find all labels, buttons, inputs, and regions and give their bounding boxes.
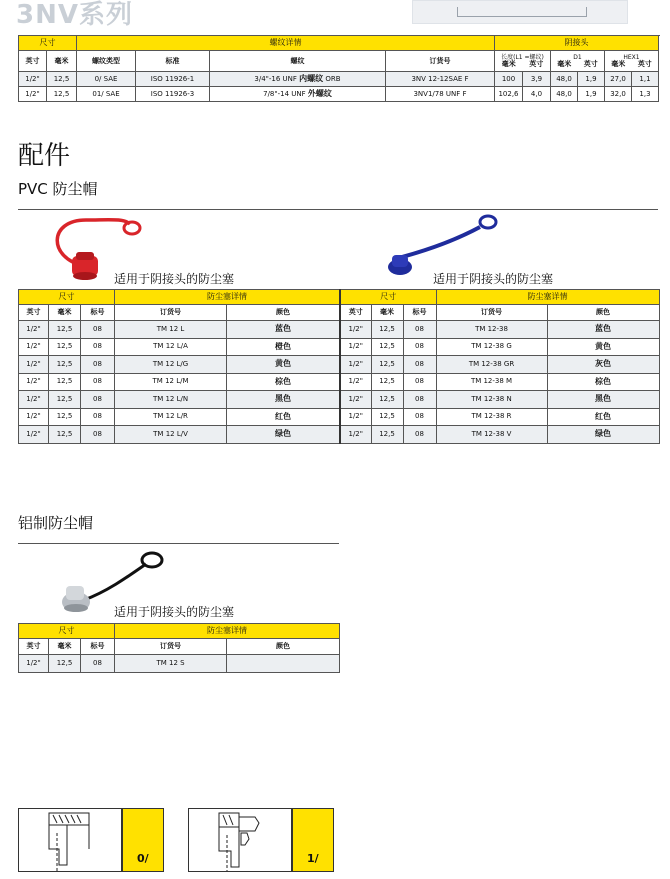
table-row	[340, 321, 659, 339]
cell-mark: 08	[81, 321, 115, 339]
th-mm: 毫米	[47, 51, 77, 72]
cell-color: 黑色	[547, 391, 659, 409]
th-length-label: 长度(L1 =螺纹)	[501, 53, 544, 61]
cell-inch: 1/2"	[19, 655, 49, 673]
table-row	[19, 321, 340, 339]
th-d1-mm: 毫米	[557, 59, 572, 68]
th-length-in: 英寸	[529, 59, 544, 68]
cell-color: 棕色	[547, 373, 659, 391]
col-group-cap: 防尘塞详情	[115, 624, 340, 639]
cell-mm: 12,5	[47, 72, 77, 87]
footer-label-b: 1/	[307, 852, 319, 865]
series-title: 3NV系列	[16, 0, 133, 30]
cell-mm: 12,5	[371, 426, 403, 444]
table-row	[19, 655, 340, 673]
cell-order: TM 12 L/A	[115, 338, 227, 356]
col-group-cap: 防尘塞详情	[436, 290, 659, 305]
col-group-size: 尺寸	[19, 36, 77, 51]
table-row	[340, 373, 659, 391]
cell-mm: 12,5	[49, 373, 81, 391]
th-mark: 标号	[81, 305, 115, 321]
table-row	[19, 373, 340, 391]
th-mark: 标号	[403, 305, 436, 321]
cell-color: 红色	[547, 408, 659, 426]
cell-order: 3NV1/78 UNF F	[386, 87, 495, 102]
th-thread: 螺纹	[210, 51, 386, 72]
cell-length-mm: 100	[495, 72, 523, 87]
cell-order: TM 12 L/R	[115, 408, 227, 426]
cell-mark: 08	[81, 373, 115, 391]
th-order: 订货号	[115, 305, 227, 321]
cell-mm: 12,5	[49, 426, 81, 444]
caption-left: 适用于阴接头的防尘塞	[114, 272, 235, 286]
cell-standard: ISO 11926-1	[136, 72, 210, 87]
th-inch: 英寸	[19, 305, 49, 321]
cell-inch: 1/2"	[340, 373, 371, 391]
footer-label-box-b	[292, 808, 334, 872]
th-order: 订货号	[386, 51, 495, 72]
cell-color: 黄色	[227, 356, 340, 374]
cell-inch: 1/2"	[19, 87, 47, 102]
col-group-thread: 螺纹详情	[77, 36, 495, 51]
cell-standard: ISO 11926-3	[136, 87, 210, 102]
cell-thread	[210, 72, 386, 87]
th-mark: 标号	[81, 639, 115, 655]
cell-mark: 08	[403, 391, 436, 409]
cell-mm: 12,5	[371, 321, 403, 339]
cell-mm: 12,5	[371, 338, 403, 356]
col-group-size: 尺寸	[340, 290, 436, 305]
table-row	[19, 391, 340, 409]
cell-d1-mm: 48,0	[551, 87, 578, 102]
thread-drawing-icon	[19, 809, 123, 873]
cell-inch: 1/2"	[340, 426, 371, 444]
pvc-right-table	[339, 289, 660, 444]
table-row	[340, 426, 659, 444]
th-length	[495, 51, 551, 72]
cell-inch: 1/2"	[19, 426, 49, 444]
th-inch: 英寸	[340, 305, 371, 321]
footer-label-box-a	[122, 808, 164, 872]
cell-order: TM 12 L/M	[115, 373, 227, 391]
cell-mm: 12,5	[47, 87, 77, 102]
table-row	[340, 391, 659, 409]
th-mm: 毫米	[49, 305, 81, 321]
cell-length-in: 4,0	[523, 87, 551, 102]
cell-length-in: 3,9	[523, 72, 551, 87]
cell-mark: 08	[403, 356, 436, 374]
cell-order: TM 12-38 N	[436, 391, 547, 409]
cell-inch: 1/2"	[19, 408, 49, 426]
cell-color	[227, 655, 340, 673]
cell-mm: 12,5	[49, 321, 81, 339]
cell-mm: 12,5	[371, 408, 403, 426]
thread-gender: 外螺纹	[307, 89, 332, 98]
alu-title: 铝制防尘帽	[18, 514, 94, 532]
cell-order: TM 12-38 R	[436, 408, 547, 426]
cell-mark: 08	[81, 655, 115, 673]
cell-mm: 12,5	[49, 356, 81, 374]
cell-color: 绿色	[227, 426, 340, 444]
table-row	[340, 408, 659, 426]
cell-order: TM 12 L/V	[115, 426, 227, 444]
cell-inch: 1/2"	[19, 356, 49, 374]
cell-mark: 08	[403, 338, 436, 356]
table-row	[19, 426, 340, 444]
th-color: 颜色	[227, 305, 340, 321]
cell-order: TM 12 L	[115, 321, 227, 339]
cell-d1-in: 1,9	[578, 72, 605, 87]
cell-hex-mm: 32,0	[605, 87, 632, 102]
th-standard: 标准	[136, 51, 210, 72]
footer-drawing-b	[188, 808, 292, 872]
col-group-size: 尺寸	[19, 290, 115, 305]
cell-color: 蓝色	[227, 321, 340, 339]
thread-spec: 7/8"-14 UNF	[263, 90, 308, 98]
cell-inch: 1/2"	[340, 321, 371, 339]
cell-color: 灰色	[547, 356, 659, 374]
th-d1-label: D1	[573, 53, 582, 61]
cell-inch: 1/2"	[340, 391, 371, 409]
cell-color: 棕色	[227, 373, 340, 391]
cell-order: 3NV 12-12SAE F	[386, 72, 495, 87]
cell-d1-mm: 48,0	[551, 72, 578, 87]
cell-mark: 08	[81, 338, 115, 356]
thread-gender: 内螺纹	[299, 74, 324, 83]
cell-mm: 12,5	[49, 338, 81, 356]
table-row	[340, 356, 659, 374]
accessories-title: 配件	[18, 141, 71, 171]
thread-spec: 3/4"-16 UNF	[254, 75, 300, 83]
th-thread-type: 螺纹类型	[77, 51, 136, 72]
th-d1	[551, 51, 605, 72]
cell-order: TM 12-38 GR	[436, 356, 547, 374]
cell-mark: 08	[403, 426, 436, 444]
cell-color: 橙色	[227, 338, 340, 356]
caption-right: 适用于阴接头的防尘塞	[433, 272, 554, 286]
cell-mm: 12,5	[49, 655, 81, 673]
cell-color: 蓝色	[547, 321, 659, 339]
cell-d1-in: 1,9	[578, 87, 605, 102]
cell-inch: 1/2"	[340, 338, 371, 356]
col-group-cap: 防尘塞详情	[115, 290, 340, 305]
cell-mark: 08	[403, 373, 436, 391]
footer-label-a: 0/	[137, 852, 149, 865]
alu-table	[18, 623, 340, 673]
cell-inch: 1/2"	[19, 373, 49, 391]
cell-length-mm: 102,6	[495, 87, 523, 102]
cell-color: 黄色	[547, 338, 659, 356]
cell-order: TM 12-38 V	[436, 426, 547, 444]
cell-inch: 1/2"	[19, 72, 47, 87]
cell-mm: 12,5	[49, 391, 81, 409]
cell-hex-in: 1,3	[632, 87, 659, 102]
cell-hex-in: 1,1	[632, 72, 659, 87]
caption-alu: 适用于阴接头的防尘塞	[114, 605, 235, 619]
thread-drawing-icon	[189, 809, 293, 873]
cell-inch: 1/2"	[19, 321, 49, 339]
thread-suffix: ORB	[323, 75, 341, 83]
cell-mm: 12,5	[371, 373, 403, 391]
pvc-title: PVC 防尘帽	[18, 180, 98, 198]
th-color: 颜色	[227, 639, 340, 655]
th-mm: 毫米	[49, 639, 81, 655]
cell-inch: 1/2"	[19, 338, 49, 356]
cell-mark: 08	[403, 321, 436, 339]
th-hex1-label: HEX1	[623, 53, 640, 61]
th-hex1-mm: 毫米	[611, 59, 626, 68]
cell-order: TM 12 L/G	[115, 356, 227, 374]
th-inch: 英寸	[19, 639, 49, 655]
pvc-left-table	[18, 289, 340, 444]
cell-hex-mm: 27,0	[605, 72, 632, 87]
cell-mark: 08	[81, 426, 115, 444]
table-row	[19, 356, 340, 374]
cell-thread	[210, 87, 386, 102]
th-color: 颜色	[547, 305, 659, 321]
cell-mm: 12,5	[49, 408, 81, 426]
th-d1-in: 英寸	[583, 59, 598, 68]
cell-inch: 1/2"	[340, 408, 371, 426]
cell-order: TM 12 S	[115, 655, 227, 673]
table-row	[19, 72, 659, 87]
th-hex1-in: 英寸	[637, 59, 652, 68]
cell-mm: 12,5	[371, 391, 403, 409]
th-order: 订货号	[436, 305, 547, 321]
cell-color: 红色	[227, 408, 340, 426]
cell-inch: 1/2"	[340, 356, 371, 374]
cell-inch: 1/2"	[19, 391, 49, 409]
thread-table	[18, 35, 659, 102]
table-row	[19, 408, 340, 426]
cell-thread-type: 0/ SAE	[77, 72, 136, 87]
header-drawing	[412, 0, 628, 24]
th-length-mm: 毫米	[501, 59, 516, 68]
cell-mark: 08	[81, 356, 115, 374]
footer-drawing-a	[18, 808, 122, 872]
table-row	[340, 338, 659, 356]
col-group-size: 尺寸	[19, 624, 115, 639]
cell-order: TM 12-38 G	[436, 338, 547, 356]
th-hex1	[605, 51, 659, 72]
col-group-female: 阴接头	[495, 36, 659, 51]
table-row	[19, 338, 340, 356]
cell-mark: 08	[81, 408, 115, 426]
section-divider	[18, 209, 658, 210]
th-inch: 英寸	[19, 51, 47, 72]
cell-color: 绿色	[547, 426, 659, 444]
cell-mark: 08	[81, 391, 115, 409]
cell-order: TM 12-38	[436, 321, 547, 339]
th-order: 订货号	[115, 639, 227, 655]
alu-divider	[18, 543, 339, 544]
cell-color: 黑色	[227, 391, 340, 409]
cell-mark: 08	[403, 408, 436, 426]
cell-order: TM 12 L/N	[115, 391, 227, 409]
cell-order: TM 12-38 M	[436, 373, 547, 391]
table-row	[19, 87, 659, 102]
cell-mm: 12,5	[371, 356, 403, 374]
cell-thread-type: 01/ SAE	[77, 87, 136, 102]
th-mm: 毫米	[371, 305, 403, 321]
